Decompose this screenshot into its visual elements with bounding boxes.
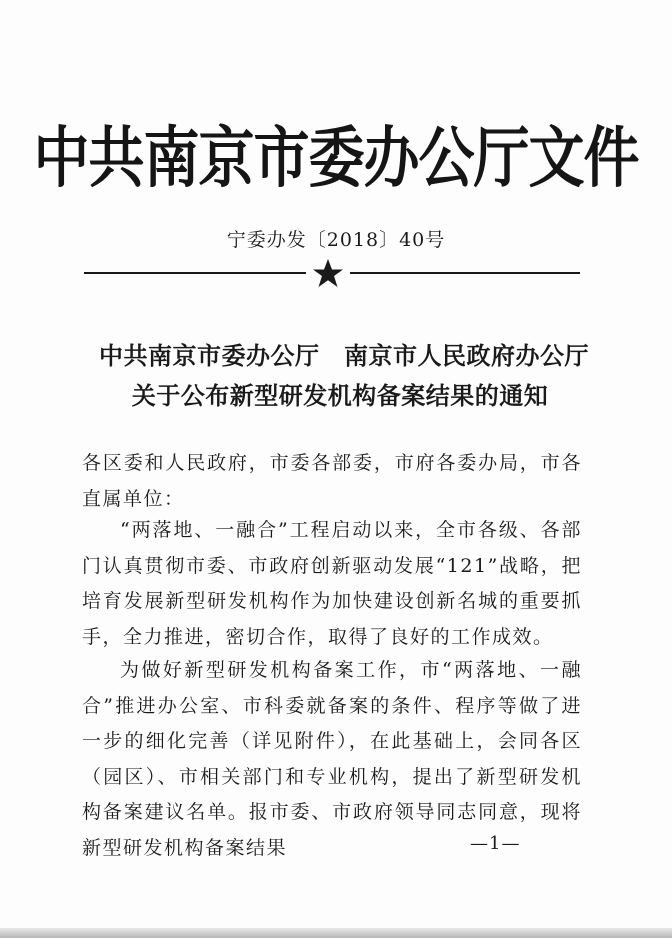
body-paragraph-2: 为做好新型研发机构备案工作，市“两落地、一融合”推进办公室、市科委就备案的条件、程序等做了进一步的细化完善（详见附件），在此基础上，会同各区（园区）、市相关部门和专业机构，提出了新型研发机构备案建议名单。报市委、市政府领导同志同意，现将新型研发机构备案结果 [82, 659, 582, 859]
document-header-title: 中共南京市委办公厅文件 [33, 120, 639, 197]
notice-title-line-2: 关于公布新型研发机构备案结果的通知 [131, 382, 549, 410]
page-number: —1— [470, 833, 521, 854]
body-paragraph-1: “两落地、一融合”工程启动以来，全市各级、各部门认真贯彻市委、市政府创新驱动发展“121”战略，把培育发展新型研发机构作为加快建设创新名城的重要抓手，全力推进，密切合作，取得了良好的工作成效。 [82, 519, 582, 648]
header-divider-right [350, 272, 580, 274]
header-divider-left [84, 272, 306, 274]
scan-edge [0, 928, 672, 938]
star-icon [312, 257, 344, 289]
notice-title-line-1: 中共南京市委办公厅 南京市人民政府办公厅 [99, 342, 589, 370]
addressee: 各区委和人民政府，市委各部委，市府各委办局，市各直属单位： [82, 452, 582, 510]
document-number: 宁委办发〔2018〕40号 [226, 229, 446, 251]
